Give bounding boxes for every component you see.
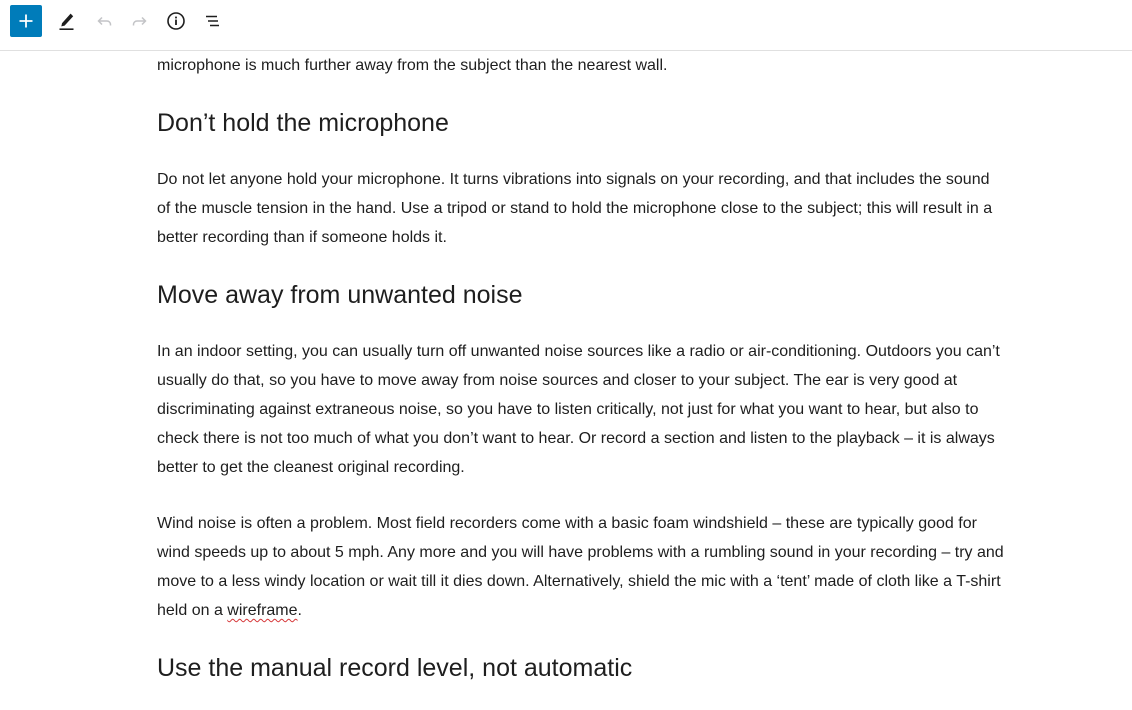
- list-view-button[interactable]: [196, 5, 228, 37]
- editor-canvas: [0, 52, 1132, 710]
- inserter-button[interactable]: [10, 5, 42, 37]
- redo-button[interactable]: [124, 5, 156, 37]
- plus-icon: [14, 9, 38, 33]
- post-content: [157, 52, 1007, 685]
- redo-icon: [128, 9, 152, 33]
- heading-block[interactable]: Move away from unwanted noise: [157, 281, 523, 309]
- paragraph-block[interactable]: In an indoor setting, you can usually turn off unwanted noise sources like a radio or air-conditioning. Outdoors you can’t usually do that, so you have to move away from noise sources and closer to your subject. The ear is very good at discriminating against extraneous noise, so you have to listen critically, not just for what you want to hear, but also to check there is not too much of what you don’t want to hear. Or record a section and listen to the playback – it is always better to get the cleanest original recording.: [157, 343, 1000, 476]
- paragraph-block[interactable]: microphone is much further away from the subject than the nearest wall.: [157, 57, 668, 74]
- paragraph-text: Wind noise is often a problem. Most field recorders come with a basic foam windshield – these are typically good for wind speeds up to about 5 mph. Any more and you will have problems with a rumbling sound in your recording – try and move to a less windy location or wait till it dies down. Alternatively, shield the mic with a ‘tent’ made of cloth like a T-shirt held on a: [157, 515, 1004, 619]
- tools-button[interactable]: [51, 5, 83, 37]
- undo-button[interactable]: [88, 5, 120, 37]
- paragraph-block[interactable]: Do not let anyone hold your microphone. It turns vibrations into signals on your recording, and that includes the sound of the muscle tension in the hand. Use a tripod or stand to hold the microphone close to the subject; this will result in a better recording than if someone holds it.: [157, 171, 993, 246]
- paragraph-text: .: [297, 602, 302, 619]
- paragraph-block[interactable]: [157, 509, 1007, 625]
- undo-icon: [92, 9, 116, 33]
- heading-block[interactable]: Don’t hold the microphone: [157, 109, 449, 137]
- pencil-icon: [55, 9, 79, 33]
- heading-block[interactable]: Use the manual record level, not automatic: [157, 654, 633, 682]
- details-button[interactable]: [160, 5, 192, 37]
- editor-toolbar: [0, 0, 1132, 51]
- misspelled-word[interactable]: wireframe: [227, 602, 298, 619]
- list-view-icon: [200, 9, 224, 33]
- info-icon: [164, 9, 188, 33]
